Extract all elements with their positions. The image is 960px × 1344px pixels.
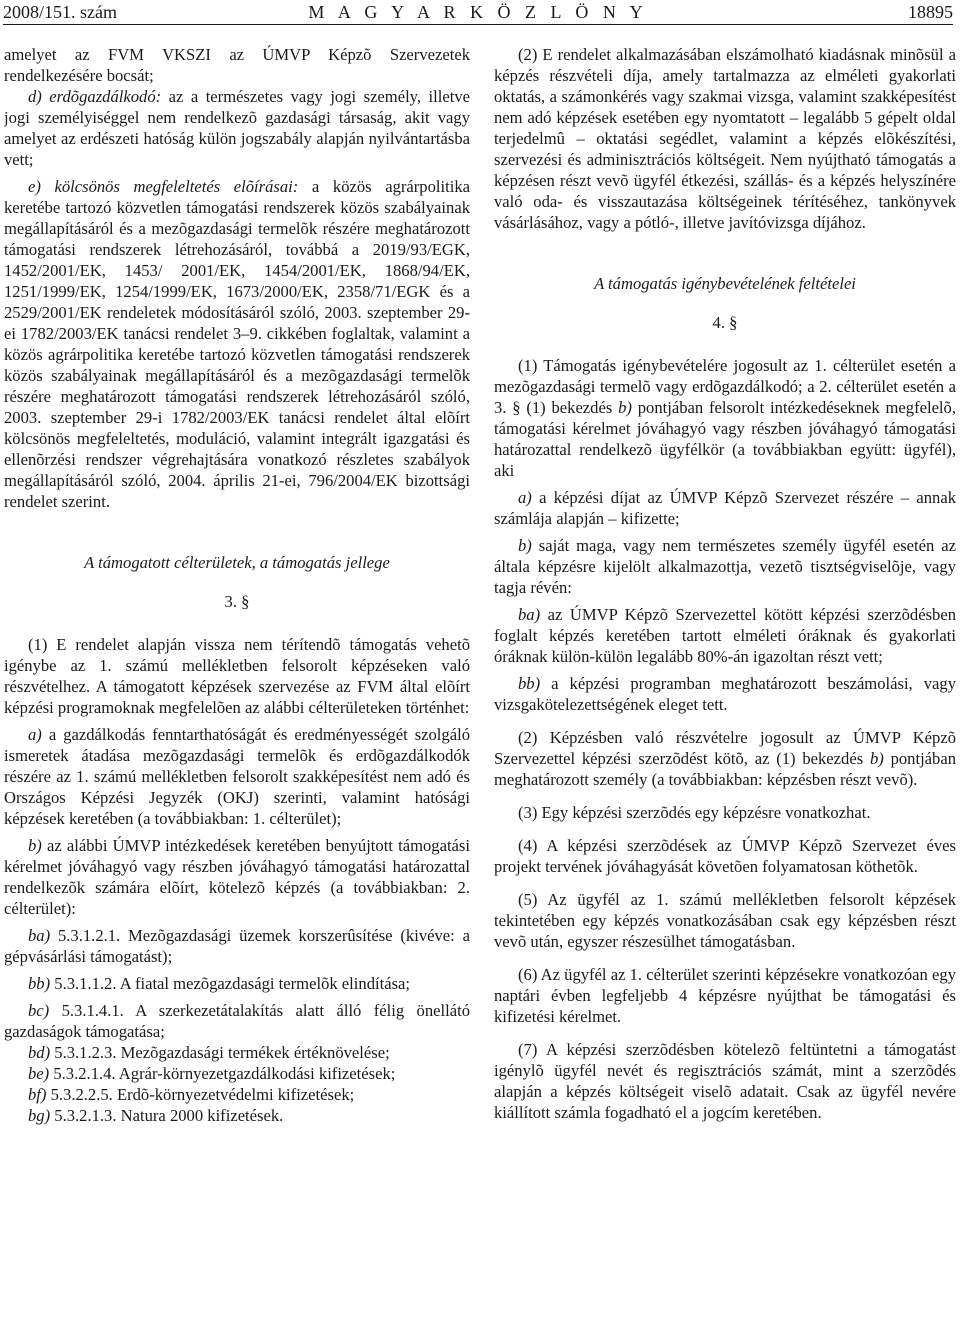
- list-item: bc) 5.3.1.4.1. A szerkezetátalakítás alatt álló félig önellátó gazdaságok támogatása;: [4, 1001, 470, 1041]
- issue-number: 2008/151. szám: [3, 2, 117, 22]
- definition-term: e) kölcsönös megfeleltetés elõírásai:: [28, 177, 299, 196]
- list-item: ba) 5.3.1.2.1. Mezõgazdasági üzemek korszerûsítése (kivéve: a gépvásárlási támogatást);: [4, 926, 470, 966]
- list-item: a) a képzési díjat az ÚMVP Képzõ Szervezet részére – annak számlája alapján – kifizette;: [494, 488, 956, 528]
- paragraph: (2) Képzésben való részvételre jogosult az ÚMVP Képzõ Szervezettel képzési szerzõdést kötõ, az (1) bekezdés b) pontjában meghatározott személy (a továbbiakban: képzésben részt vevõ).: [494, 728, 956, 789]
- list-item: bf) 5.3.2.2.5. Erdõ-környezetvédelmi kifizetések;: [28, 1085, 355, 1104]
- paragraph: (2) E rendelet alkalmazásában elszámolható kiadásnak minõsül a képzés részvételi díja, amely tartalmazza az elméleti gyakorlati oktatás, a számonkérés vagy szakmai vizsga, valamint szakképesítést nem adó képzések esetében egy nyomtatott – legalább 5 gépelt oldal terjedelmû – oktatási segédlet, valamint a képzés elõkészítési, szervezési és adminisztrációs költségeit. Nem nyújtható támogatás a képzésen részt vevõ ügyfél étkezési, szállás- és a képzés helyszínére való oda- és visszautazása költségeinek térítéséhez, tankönyvek vásárlásához, vagy a pótló-, illetve javítóvizsga díjához.: [494, 45, 956, 232]
- list-item: bb) a képzési programban meghatározott beszámolási, vagy vizsgakötelezettségének eleget tett.: [494, 674, 956, 714]
- section-heading: A támogatott célterületek, a támogatás jellege: [84, 553, 390, 572]
- section-heading: A támogatás igénybevételének feltételei: [594, 274, 856, 293]
- left-column: [4, 44, 470, 1344]
- list-item: ba) az ÚMVP Képzõ Szervezettel kötött képzési szerzõdésben foglalt képzés keretében tartott elméleti óráknak és gyakorlati óráknak külön-külön legalább 80%-án igazoltan részt vett;: [494, 605, 956, 666]
- list-item: bb) 5.3.1.1.2. A fiatal mezõgazdasági termelõk elindítása;: [28, 974, 411, 993]
- paragraph: (1) Támogatás igénybevételére jogosult az 1. célterület esetén a mezõgazdasági termelõ vagy erdõgazdálkodó; a 2. célterület esetén a 3. § (1) bekezdés b) pontjában felsorolt intézkedéseknek megfelelõ, támogatási kérelmet jóváhagyó vagy részben jóváhagyó támogatási határozattal rendelkezõ ügyfélkör (a továbbiakban együtt: ügyfél), aki: [494, 356, 956, 480]
- list-item: bd) 5.3.1.2.3. Mezõgazdasági termékek értéknövelése;: [28, 1043, 390, 1062]
- list-item: be) 5.3.2.1.4. Agrár-környezetgazdálkodási kifizetések;: [28, 1064, 396, 1083]
- journal-title: M A G Y A R K Ö Z L Ö N Y: [308, 2, 648, 22]
- definition-e: e) kölcsönös megfeleltetés elõírásai: a közös agrárpolitika keretébe tartozó közvetlen támogatási rendszerek közös szabályainak megállapításáról és a mezõgazdasági termelõk részére meghatározott támogatási rendszerek létrehozásáról, továbbá a 2019/93/EGK, 1452/2001/EK, 1453/ 2001/EK, 1454/2001/EK, 1868/94/EK, 1251/1999/EK, 1254/1999/EK, 1673/2000/EK, 2358/71/EGK és a 2529/2001/EK rendeletek módosításáról szóló, 2003. szeptember 29-ei 1782/2003/EK tanácsi rendelet 3–9. cikkében foglaltak, valamint a közös agrárpolitika keretébe tartozó közvetlen támogatási rendszerek közös szabályainak megállapításáról és a mezõgazdasági termelõk részére meghatározott támogatási rendszerek létrehozásáról szóló, 2003. szeptember 29-i 1782/2003/EK tanácsi rendelet által elõírt kölcsönös megfeleltetés, moduláció, valamint integrált igazgatási és ellenõrzési rendszer végrehajtására vonatkozó részletes szabályok megállapításáról szóló, 2004. április 21-ei, 796/2004/EK bizottsági rendelet szerint.: [4, 177, 470, 511]
- paragraph: (6) Az ügyfél az 1. célterület szerinti képzésekre vonatkozóan egy naptári évben legfeljebb 4 képzésre nyújthat be támogatási és kifizetési kérelmet.: [494, 965, 956, 1026]
- section-number: 4. §: [712, 313, 738, 332]
- section-number: 3. §: [224, 592, 250, 611]
- page-number: 18895: [908, 2, 953, 22]
- list-item: b) az alábbi ÚMVP intézkedések keretében benyújtott támogatási kérelmet jóváhagyó vagy részben jóváhagyó támogatási határozattal rendelkezõk számára elõírt, kötelezõ képzés (a továbbiakban: 2. célterület):: [4, 836, 470, 918]
- paragraph: (3) Egy képzési szerzõdés egy képzésre vonatkozhat.: [518, 803, 871, 822]
- list-item: bg) 5.3.2.1.3. Natura 2000 kifizetések.: [28, 1106, 284, 1125]
- list-item: a) a gazdálkodás fenntarthatóságát és eredményességét szolgáló ismeretek átadása mezõgazdasági termelõk és erdõgazdálkodók részére az 1. számú mellékletben felsorolt szakképesítést nem adó és Országos Képzési Jegyzék (OKJ) szerinti, valamint hatósági képzések keretében (a továbbiakban: 1. célterület);: [4, 725, 470, 828]
- right-column: [494, 44, 956, 1344]
- page-header: [3, 2, 953, 25]
- definition-term: d) erdõgazdálkodó:: [28, 87, 162, 106]
- paragraph: (7) A képzési szerzõdésben kötelezõ feltüntetni a támogatást igénylõ ügyfél nevét és regisztrációs számát, mint a szerzõdés alapján a képzés költségeit viselõ adatait. Csak az ügyfél nevére kiállított számla fogadható el a jogcím keretében.: [494, 1040, 956, 1122]
- paragraph: amelyet az FVM VKSZI az ÚMVP Képzõ Szervezetek rendelkezésére bocsát;: [4, 45, 470, 85]
- paragraph: (4) A képzési szerzõdések az ÚMVP Képzõ Szervezet éves projekt tervének jóváhagyását követõen folyamatosan köthetõk.: [494, 836, 956, 876]
- definition-d: d) erdõgazdálkodó: az a természetes vagy jogi személy, illetve jogi személyiséggel nem rendelkezõ gazdasági társaság, akit vagy amelyet az erdészeti hatóság külön jogszabály alapján nyilvántartásba vett;: [4, 87, 470, 169]
- list-item: b) saját maga, vagy nem természetes személy ügyfél esetén az általa képzésre kijelölt alkalmazottja, vezetõ tisztségviselõje, vagy tagja révén:: [494, 536, 956, 597]
- paragraph: (5) Az ügyfél az 1. számú mellékletben felsorolt képzések tekintetében egy képzés vonatkozásában csak egy képzésben részt vevõ után, egyszer részesülhet támogatásban.: [494, 890, 956, 951]
- paragraph: (1) E rendelet alapján vissza nem térítendõ támogatás vehetõ igénybe az 1. számú mellékletben felsorolt képzéseken való részvételhez. A támogatott képzések szervezése az FVM által elõírt képzési programoknak megfelelõen az alábbi célterületeken történhet:: [4, 635, 470, 717]
